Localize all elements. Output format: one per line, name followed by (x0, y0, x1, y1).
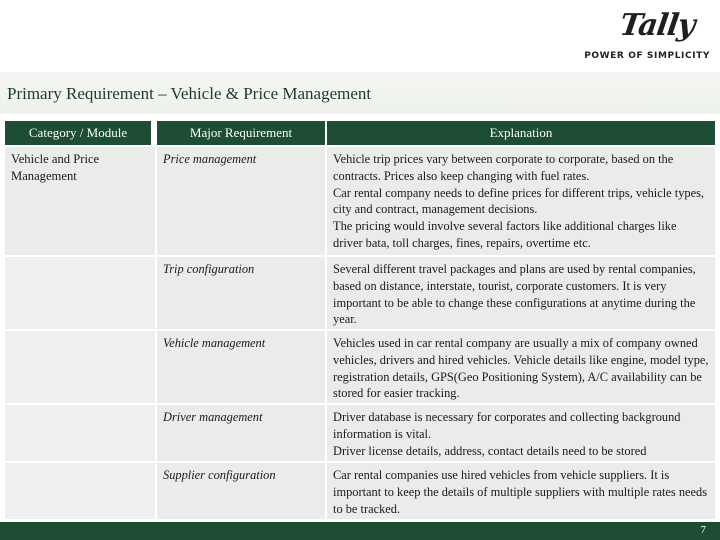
category-cell: Vehicle and Price Management (5, 147, 155, 255)
header-major-requirement: Major Requirement (157, 121, 325, 145)
tally-logo (584, 8, 710, 64)
slide-title: Primary Requirement – Vehicle & Price Management (7, 84, 372, 103)
requirement-cell: Supplier configuration (157, 463, 325, 519)
requirement-cell: Driver management (157, 405, 325, 461)
explanation-cell: Car rental companies use hired vehicles from vehicle suppliers. It is important to keep the details of multiple suppliers with multiple rates needs to be tracked. (327, 463, 715, 519)
logo-wordmark: Tally (617, 8, 697, 43)
category-cell-empty (5, 331, 155, 403)
page-number: 7 (700, 524, 706, 536)
explanation-cell: Several different travel packages and plans are used by rental companies, based on distance, interstate, tourist, corporate customers. It is very important to be able to change these configurations at anytime during the year. (327, 257, 715, 329)
explanation-cell: Vehicles used in car rental company are usually a mix of company owned vehicles, drivers and hired vehicles. Vehicle details like engine, model type, registration details, GPS(Geo Positioning System), A/C availability can be stored for easier tracking. (327, 331, 715, 403)
table-row (5, 463, 715, 519)
table-header (5, 121, 715, 145)
table-row (5, 257, 715, 329)
table-row (5, 147, 715, 255)
requirements-table (5, 121, 715, 519)
category-cell-empty (5, 257, 155, 329)
category-cell-empty (5, 405, 155, 461)
logo-tagline: POWER OF SIMPLICITY (584, 51, 710, 61)
header-explanation: Explanation (327, 121, 715, 145)
table-row (5, 405, 715, 461)
header-category: Category / Module (5, 121, 151, 145)
explanation-cell: Vehicle trip prices vary between corporate to corporate, based on the contracts. Prices also keep changing with fuel rates. Car rental company needs to define prices for different trips, vehicle types, city and contract, management decisions. The pricing would involve several factors like additional charges like driver bata, toll charges, fines, repairs, overtime etc. (327, 147, 715, 255)
requirement-cell: Vehicle management (157, 331, 325, 403)
footer-bar (0, 522, 720, 540)
requirement-cell: Price management (157, 147, 325, 255)
requirement-cell: Trip configuration (157, 257, 325, 329)
category-cell-empty (5, 463, 155, 519)
table-row (5, 331, 715, 403)
explanation-cell: Driver database is necessary for corporates and collecting background information is vital. Driver license details, address, contact details need to be stored (327, 405, 715, 461)
